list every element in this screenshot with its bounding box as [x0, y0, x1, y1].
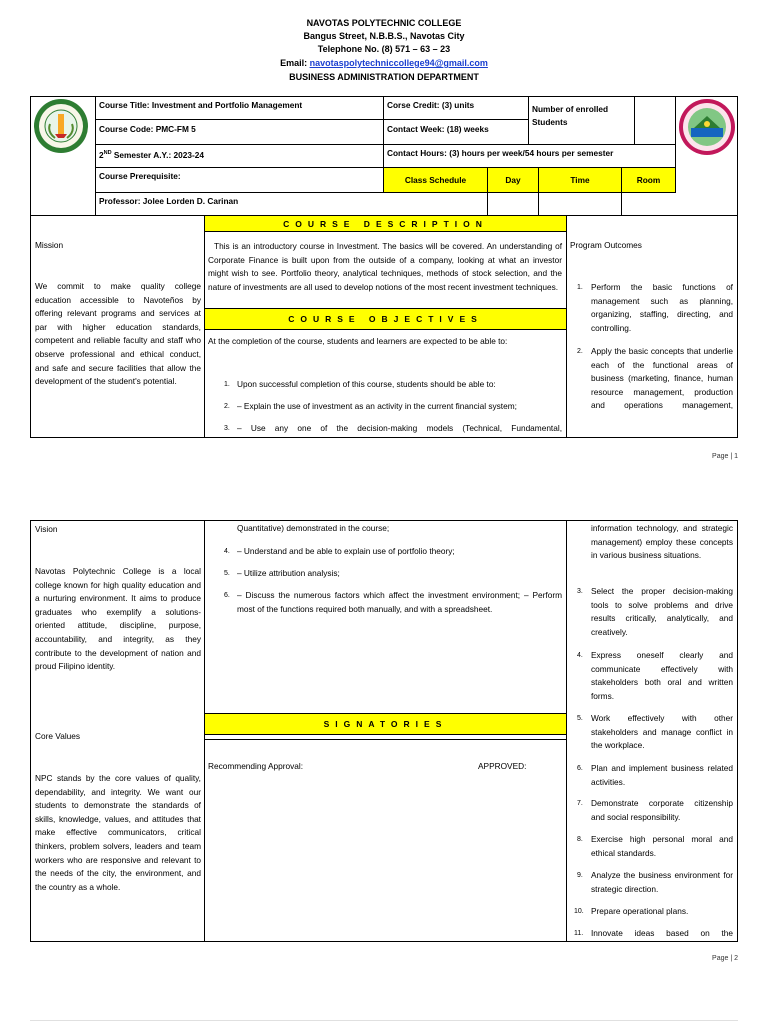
approved-label: APPROVED: [478, 761, 527, 771]
objective-number: 1. [224, 381, 230, 388]
objectives-intro: At the completion of the course, students and learners are expected to be able to: [208, 336, 508, 346]
objective-item-continued: Quantitative) demonstrated in the course; [237, 523, 390, 533]
page-number-1: Page | 1 [712, 453, 738, 460]
mission-text: We commit to make quality college education accessible to Navoteños by offering relevant programs and services at par with higher education standards, competent and reliable faculty and staff who observe professional and ethical conduct, and safe and secure facilities that allow the development of the student's potential. [35, 281, 201, 387]
outcome-item: Prepare operational plans. [591, 906, 689, 916]
email-link[interactable]: navotaspolytechniccollege94@gmail.com [309, 58, 488, 68]
objective-number: 6. [224, 592, 230, 599]
outcome-number: 11. [574, 930, 584, 937]
course-prerequisite: Course Prerequisite: [99, 171, 181, 181]
college-email-line [0, 57, 768, 70]
navotas-city-seal-logo [678, 98, 736, 156]
outcome-number: 10. [574, 908, 584, 915]
contact-hours: Contact Hours: (3) hours per week/54 hours per semester [387, 148, 614, 158]
page-number-2: Page | 2 [712, 955, 738, 962]
course-description-heading: COURSE DESCRIPTION [204, 215, 567, 232]
vision-label: Vision [35, 524, 58, 534]
contact-week: Contact Week: (18) weeks [387, 124, 489, 134]
college-address: Bangus Street, N.B.B.S., Navotas City [303, 31, 465, 41]
outcome-item: Express oneself clearly and communicate effectively with stakeholders both oral and written forms. [591, 650, 733, 701]
outcome-item-continued: information technology, and strategic management) employ these concepts in various business situations. [591, 523, 733, 561]
course-description-text: This is an introductory course in Investment. The basics will be covered. An understanding of Corporate Finance is built upon from the outside of a company, looking at what an investor might wish to see. Portfolio theory, analytical techniques, methods of stock selection, and the nature of investments are all used to develop notions of the most recent investment techniques. [208, 241, 562, 292]
objective-number: 4. [224, 548, 230, 555]
course-title: Course Title: Investment and Portfolio Management [99, 100, 303, 110]
recommending-approval-label: Recommending Approval: [208, 761, 304, 771]
outcome-number: 7. [577, 800, 583, 807]
objective-item: – Discuss the numerous factors which affect the investment environment; – Perform most of the functions required both manually, and with a spreadsheet. [237, 590, 562, 614]
outcome-item: Work effectively with other stakeholders and manage conflict in the workplace. [591, 713, 733, 751]
outcome-number: 8. [577, 836, 583, 843]
objective-item: – Understand and be able to explain use of portfolio theory; [237, 546, 455, 556]
program-outcomes-label: Program Outcomes [570, 240, 642, 250]
vision-text: Navotas Polytechnic College is a local college known for high quality education and a nurturing environment. It aims to produce graduates who exemplify a solutions-oriented attitude, discipline, purpose, accountability, and integrity, as they contribute to the development of nation and proud Filipino identity. [35, 566, 201, 672]
objective-number: 3. [224, 425, 230, 432]
outcome-number: 5. [577, 715, 583, 722]
objective-number: 2. [224, 403, 230, 410]
outcome-item: Analyze the business environment for strategic direction. [591, 870, 733, 894]
class-schedule-header: Class Schedule [383, 167, 488, 193]
outcome-number: 6. [577, 765, 583, 772]
outcome-number: 3. [577, 588, 583, 595]
signatories-heading: SIGNATORIES [204, 713, 567, 735]
outcome-item: Demonstrate corporate citizenship and social responsibility. [591, 798, 733, 822]
mission-label: Mission [35, 240, 64, 250]
objective-item: – Explain the use of investment as an activity in the current financial system; [237, 401, 517, 411]
outcome-number: 2. [577, 348, 583, 355]
outcome-item: Exercise high personal moral and ethical standards. [591, 834, 733, 858]
outcome-number: 4. [577, 652, 583, 659]
core-values-label: Core Values [35, 731, 81, 741]
course-objectives-heading: COURSE OBJECTIVES [204, 308, 567, 330]
department-name: BUSINESS ADMINISTRATION DEPARTMENT [289, 72, 479, 82]
outcome-item: Plan and implement business related activities. [591, 763, 733, 787]
course-credit: Corse Credit: (3) units [387, 100, 475, 110]
room-header: Room [621, 167, 676, 193]
college-telephone: Telephone No. (8) 571 – 63 – 23 [317, 44, 451, 54]
course-code: Course Code: PMC-FM 5 [99, 124, 196, 134]
day-header: Day [487, 167, 539, 193]
outcome-number: 9. [577, 872, 583, 879]
objective-item: Upon successful completion of this course, students should be able to: [237, 379, 496, 389]
email-label: Email: [280, 58, 310, 68]
page-1 [30, 96, 738, 438]
core-values-text: NPC stands by the core values of quality, dependability, and integrity. We want our students to demonstrate the standards of skills, knowledge, values, and attitudes that make effective communicators, critical thinkers, problem solvers, leaders and team workers who are responsive and relevant to the needs of the city, the environment, and the country as a whole. [35, 773, 201, 892]
college-seal-logo [33, 98, 89, 154]
enrolled-students-label: Number of enrolled Students [532, 104, 609, 127]
objective-item: – Use any one of the decision-making models (Technical, Fundamental, [237, 423, 562, 433]
outcome-item: Select the proper decision-making tools to solve problems and drive results critically, analytically, and creatively. [591, 586, 733, 637]
college-name: NAVOTAS POLYTECHNIC COLLEGE [306, 18, 462, 28]
outcome-item: Innovate ideas based on the [591, 928, 733, 938]
page-2 [30, 520, 738, 942]
professor-name: Professor: Jolee Lorden D. Carinan [99, 196, 239, 206]
outcome-number: 1. [577, 284, 583, 291]
objective-number: 5. [224, 570, 230, 577]
objective-item: – Utilize attribution analysis; [237, 568, 340, 578]
outcome-item: Apply the basic concepts that underlie each of the functional areas of business (marketing, finance, human resource management, production and operations management, [591, 346, 733, 411]
semester-info: 2ND Semester A.Y.: 2023-24 [99, 149, 204, 160]
time-header: Time [538, 167, 622, 193]
outcome-item: Perform the basic functions of management such as planning, organizing, staffing, directing, and controlling. [591, 282, 733, 333]
